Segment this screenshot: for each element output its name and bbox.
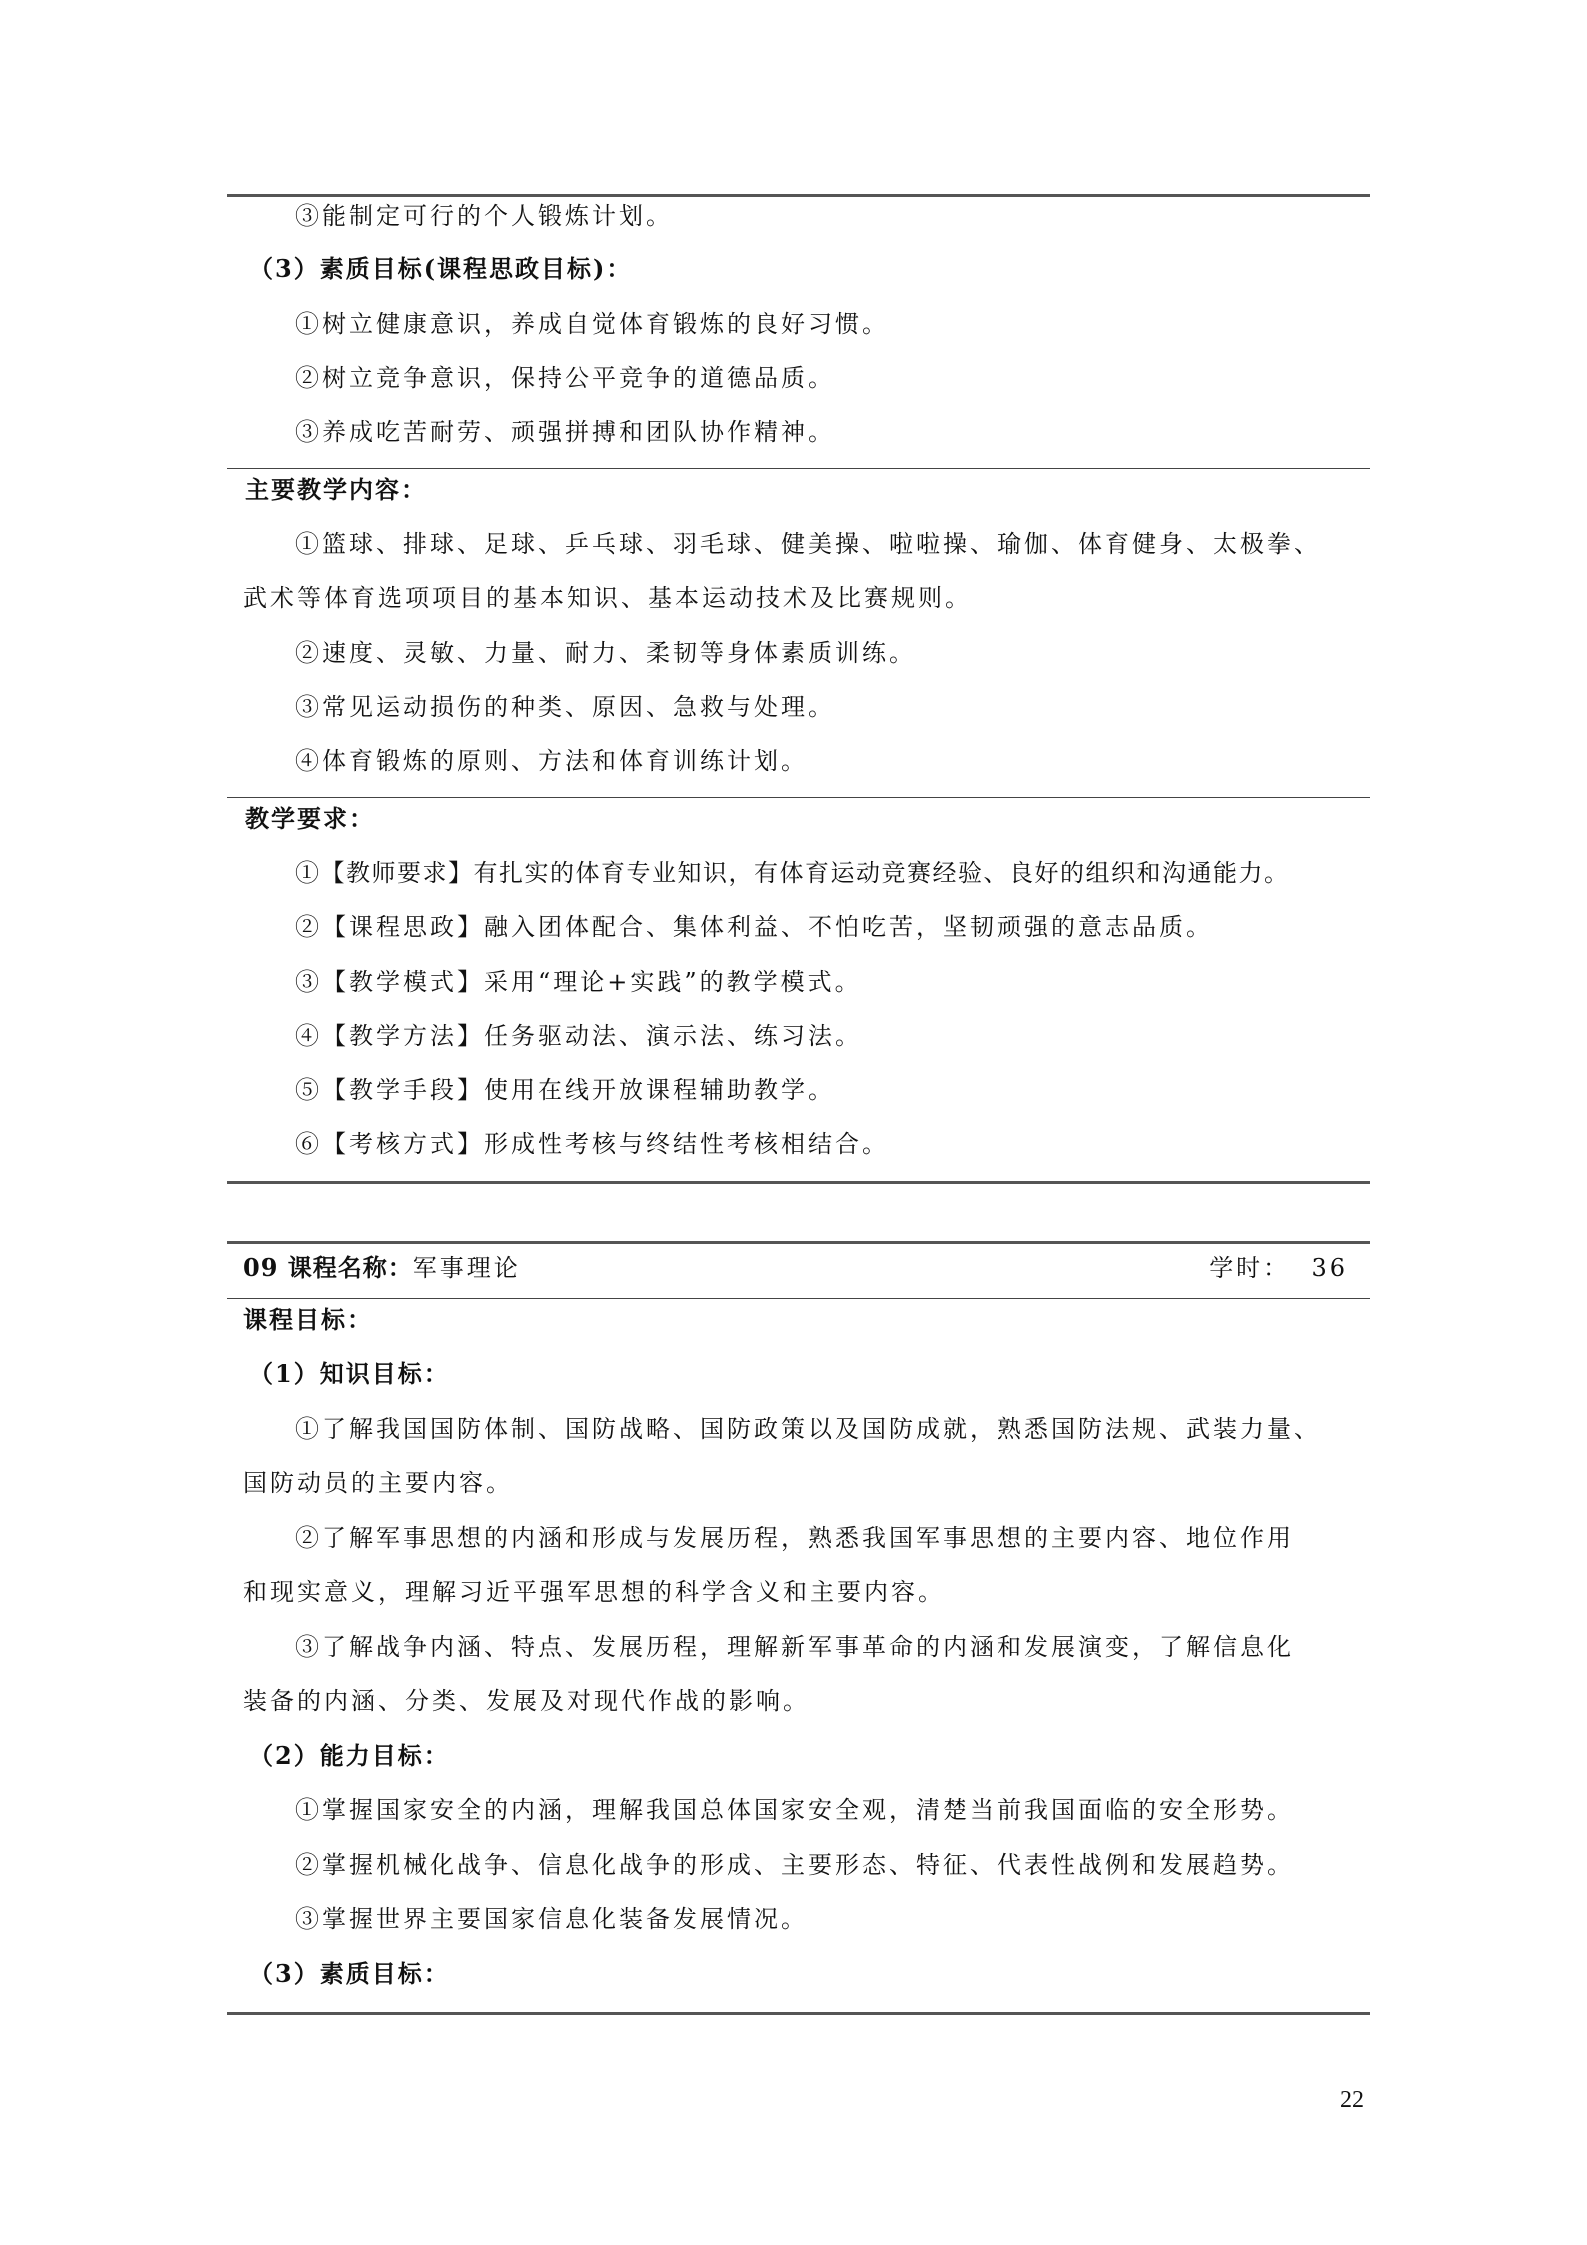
req-item-4: ④【教学方法】任务驱动法、演示法、练习法。 <box>295 1022 862 1050</box>
course-hours <box>1209 1248 1348 1288</box>
content-item-2: ②速度、灵敏、力量、耐力、柔韧等身体素质训练。 <box>295 639 916 667</box>
main-content-cell <box>227 470 1370 795</box>
page-number: 22 <box>1340 2087 1364 2113</box>
content-item-1: ①篮球、排球、足球、乒乓球、羽毛球、健美操、啦啦操、瑜伽、体育健身、太极拳、 <box>295 530 1321 558</box>
course-name: 军事理论 <box>412 1254 521 1282</box>
knowledge-item-2: ②了解军事思想的内涵和形成与发展历程，熟悉我国军事思想的主要内容、地位作用 <box>295 1524 1294 1552</box>
row-divider <box>227 468 1370 469</box>
req-item-6: ⑥【考核方式】形成性考核与终结性考核相结合。 <box>295 1130 889 1158</box>
content-item-3: ③常见运动损伤的种类、原因、急救与处理。 <box>295 693 835 721</box>
ability-heading: （2）能力目标： <box>249 1741 450 1770</box>
quality-goals-cell <box>227 196 1370 466</box>
content-item-1-cont: 武术等体育选项项目的基本知识、基本运动技术及比赛规则。 <box>243 584 972 612</box>
ability-item-3: ③掌握世界主要国家信息化装备发展情况。 <box>295 1905 808 1933</box>
row-divider <box>227 797 1370 798</box>
quality-item-3: ③养成吃苦耐劳、顽强拼搏和团队协作精神。 <box>295 418 835 446</box>
knowledge-item-3-cont: 装备的内涵、分类、发展及对现代作战的影响。 <box>243 1687 810 1715</box>
req-heading: 教学要求： <box>245 804 375 833</box>
req-item-2: ②【课程思政】融入团体配合、集体利益、不怕吃苦，坚韧顽强的意志品质。 <box>295 913 1213 941</box>
content-heading: 主要教学内容： <box>245 475 427 504</box>
req-item-3: ③【教学模式】采用“理论+实践”的教学模式。 <box>295 968 862 996</box>
quality-heading: （3）素质目标： <box>249 1959 450 1988</box>
knowledge-item-2-cont: 和现实意义，理解习近平强军思想的科学含义和主要内容。 <box>243 1578 945 1606</box>
ability-item-2: ②掌握机械化战争、信息化战争的形成、主要形态、特征、代表性战例和发展趋势。 <box>295 1851 1294 1879</box>
quality-heading: （3）素质目标(课程思政目标)： <box>249 254 633 283</box>
row-divider <box>227 1298 1370 1299</box>
quality-item-1: ①树立健康意识，养成自觉体育锻炼的良好习惯。 <box>295 310 889 338</box>
goal-heading: 课程目标： <box>243 1305 373 1334</box>
knowledge-item-1: ①了解我国国防体制、国防战略、国防政策以及国防成就，熟悉国防法规、武装力量、 <box>295 1415 1321 1443</box>
req-item-5: ⑤【教学手段】使用在线开放课程辅助教学。 <box>295 1076 835 1104</box>
table-bottom-border <box>227 1181 1370 1184</box>
course-name-label: 09 课程名称： <box>243 1253 413 1282</box>
content-item-4: ④体育锻炼的原则、方法和体育训练计划。 <box>295 747 808 775</box>
course-goals-cell <box>227 1300 1370 2012</box>
ability-item-1: ①掌握国家安全的内涵，理解我国总体国家安全观，清楚当前我国面临的安全形势。 <box>295 1796 1294 1824</box>
req-item-1: ①【教师要求】有扎实的体育专业知识，有体育运动竞赛经验、良好的组织和沟通能力。 <box>295 859 1290 887</box>
quality-item-2: ②树立竞争意识，保持公平竞争的道德品质。 <box>295 364 835 392</box>
ability-item-3: ③能制定可行的个人锻炼计划。 <box>295 202 673 230</box>
teaching-req-cell <box>227 799 1370 1179</box>
knowledge-item-1-cont: 国防动员的主要内容。 <box>243 1469 513 1497</box>
knowledge-item-3: ③了解战争内涵、特点、发展历程，理解新军事革命的内涵和发展演变，了解信息化 <box>295 1633 1294 1661</box>
table-bottom-border <box>227 2012 1370 2015</box>
hours-value: 36 <box>1311 1254 1348 1282</box>
knowledge-heading: （1）知识目标： <box>249 1359 450 1388</box>
hours-label: 学时： <box>1209 1254 1291 1282</box>
course-header-row <box>227 1244 1370 1296</box>
